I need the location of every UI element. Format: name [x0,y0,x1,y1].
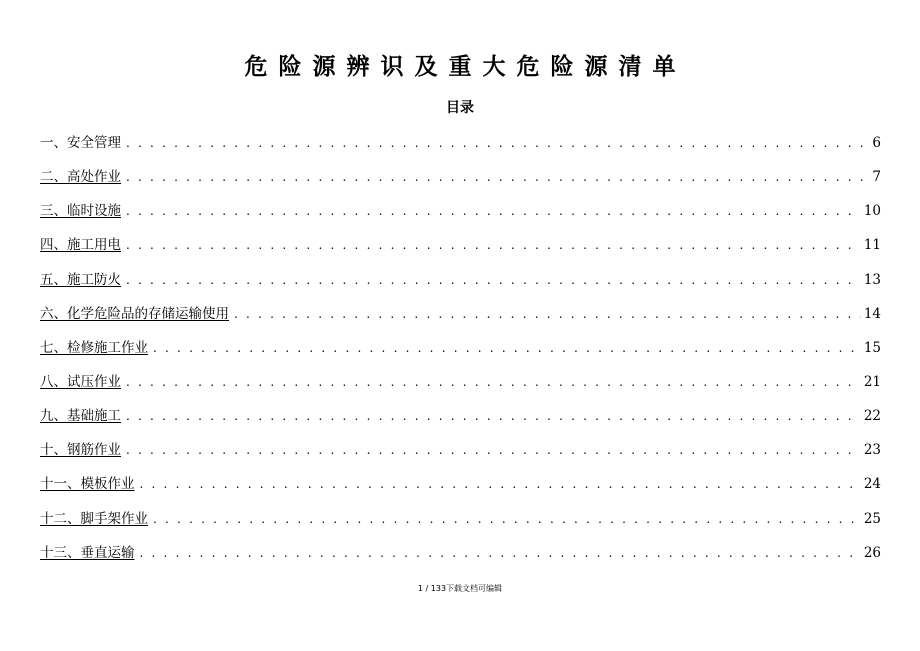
toc-entry[interactable] [40,369,881,403]
toc-entry-link[interactable]: 九、基础施工 [40,408,121,425]
table-of-contents [40,130,881,574]
toc-entry[interactable] [40,198,881,232]
toc-dot-leader [140,471,861,497]
toc-dot-leader [234,301,861,327]
toc-entry-link[interactable]: 三、临时设施 [40,203,121,220]
toc-entry-page: 7 [872,169,881,186]
toc-entry[interactable] [40,506,881,540]
toc-entry-page: 6 [872,135,881,151]
toc-entry[interactable] [40,335,881,369]
toc-entry-page: 21 [863,373,881,390]
toc-entry[interactable] [40,301,881,335]
toc-entry-link[interactable]: 二、高处作业 [40,169,121,186]
toc-entry[interactable] [40,232,881,266]
toc-entry-page: 25 [863,510,881,527]
toc-entry[interactable] [40,471,881,505]
toc-dot-leader [140,540,861,566]
toc-dot-leader [126,130,869,156]
toc-entry[interactable] [40,130,881,164]
toc-entry-link[interactable]: 十三、垂直运输 [40,544,135,561]
page-footer: 1 / 133下载文档可编辑 [417,584,503,593]
toc-entry-page: 22 [863,408,881,425]
toc-entry-link[interactable]: 十二、脚手架作业 [40,510,148,527]
toc-entry-page: 14 [863,305,881,322]
toc-dot-leader [126,437,861,463]
toc-entry-page: 26 [863,544,881,561]
toc-entry-link[interactable]: 七、检修施工作业 [40,339,148,356]
toc-dot-leader [126,232,861,258]
toc-entry-link[interactable]: 八、试压作业 [40,373,121,390]
toc-dot-leader [126,198,861,224]
toc-entry-label: 一、安全管理 [40,135,121,151]
toc-dot-leader [153,335,861,361]
toc-entry[interactable] [40,267,881,301]
document-title: 危险源辨识及重大危险源清单 [244,54,687,80]
toc-entry[interactable] [40,437,881,471]
toc-dot-leader [126,369,861,395]
toc-entry[interactable] [40,403,881,437]
toc-heading: 目录 [446,100,474,116]
toc-entry-link[interactable]: 四、施工用电 [40,237,121,254]
toc-entry-link[interactable]: 五、施工防火 [40,271,121,288]
toc-entry-page: 10 [863,203,881,220]
toc-entry-page: 23 [863,442,881,459]
toc-dot-leader [126,267,861,293]
toc-entry-page: 24 [863,476,881,493]
toc-dot-leader [126,403,861,429]
toc-dot-leader [126,164,869,190]
toc-entry[interactable] [40,540,881,574]
toc-entry-page: 11 [863,237,881,254]
toc-entry-page: 15 [863,339,881,356]
toc-entry-link[interactable]: 十一、模板作业 [40,476,135,493]
toc-dot-leader [153,506,861,532]
toc-entry-link[interactable]: 六、化学危险品的存储运输使用 [40,305,229,322]
toc-entry-link[interactable]: 十、钢筋作业 [40,442,121,459]
toc-entry-page: 13 [863,271,881,288]
toc-entry[interactable] [40,164,881,198]
